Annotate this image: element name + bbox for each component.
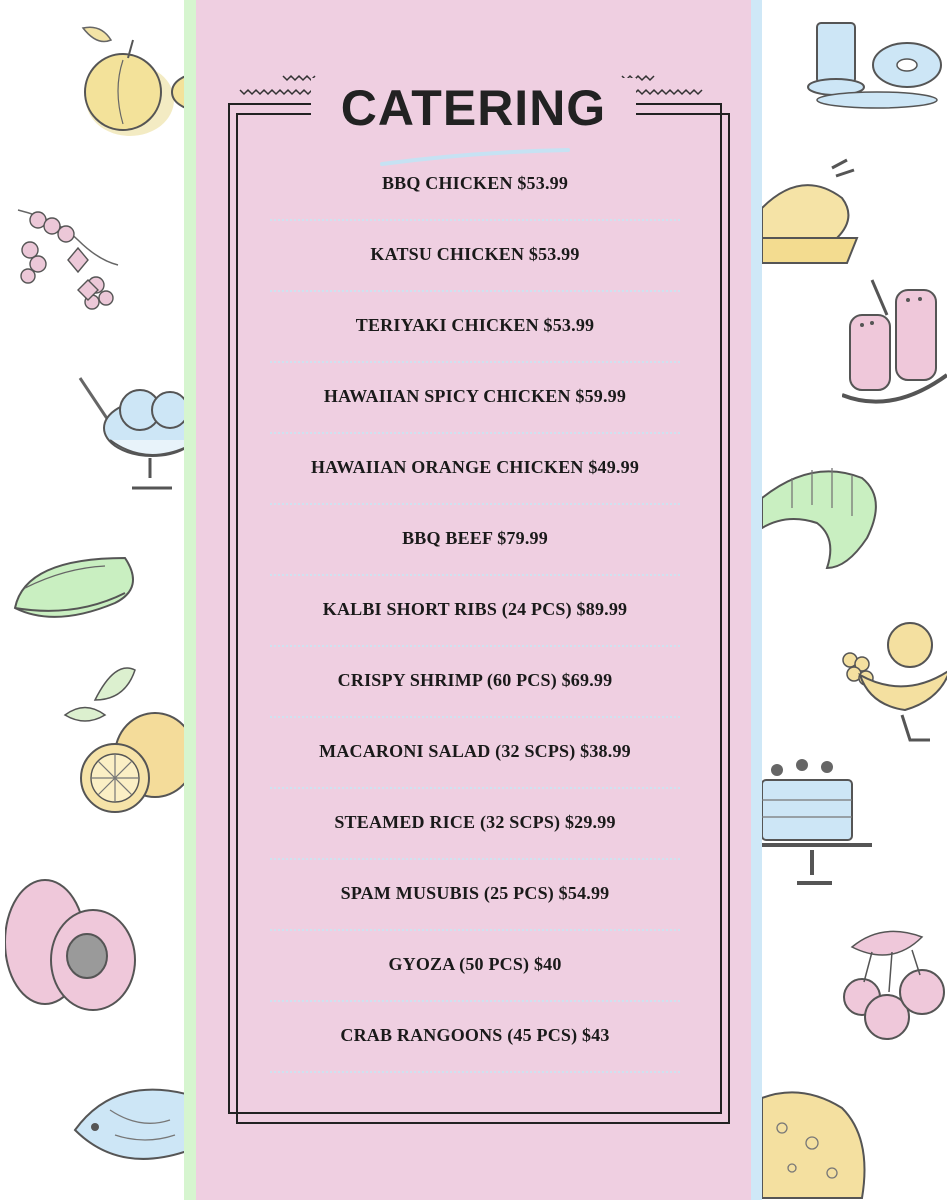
menu-item-label: HAWAIIAN SPICY CHICKEN $59.99 bbox=[323, 386, 627, 406]
list-item bbox=[230, 223, 720, 294]
menu-item-label: GYOZA (50 PCS) $40 bbox=[388, 954, 562, 974]
dotted-divider bbox=[270, 787, 680, 789]
list-item bbox=[230, 578, 720, 649]
right-decor-column bbox=[762, 0, 947, 1200]
list-item bbox=[230, 791, 720, 862]
coffee-donut-icon bbox=[807, 15, 947, 110]
menu-item-label: TERIYAKI CHICKEN $53.99 bbox=[355, 315, 595, 335]
dotted-divider bbox=[270, 361, 680, 363]
menu-item-label: SPAM MUSUBIS (25 PCS) $54.99 bbox=[340, 883, 610, 903]
cheese-icon bbox=[762, 1088, 872, 1200]
dotted-divider bbox=[270, 574, 680, 576]
menu-item-label: CRAB RANGOONS (45 PCS) $43 bbox=[340, 1025, 610, 1045]
list-item bbox=[230, 507, 720, 578]
green-stripe bbox=[184, 0, 196, 1200]
croissant-icon bbox=[762, 458, 882, 578]
list-item bbox=[230, 649, 720, 720]
sandwich-icon bbox=[5, 548, 145, 638]
dotted-divider bbox=[270, 716, 680, 718]
lemon-icon bbox=[55, 660, 185, 825]
ice-cream-icon bbox=[70, 370, 185, 500]
fish-icon bbox=[70, 1075, 185, 1175]
menu-item-label: CRISPY SHRIMP (60 PCS) $69.99 bbox=[337, 670, 613, 690]
list-item bbox=[230, 862, 720, 933]
dotted-divider bbox=[270, 858, 680, 860]
dotted-divider bbox=[270, 503, 680, 505]
list-item bbox=[230, 933, 720, 1004]
menu-item-label: BBQ BEEF $79.99 bbox=[402, 528, 548, 548]
salt-pepper-icon bbox=[842, 275, 947, 415]
dotted-divider bbox=[270, 432, 680, 434]
dotted-divider bbox=[270, 1000, 680, 1002]
list-item bbox=[230, 152, 720, 223]
roast-chicken-icon bbox=[762, 158, 862, 273]
plums-icon bbox=[832, 922, 947, 1052]
cake-icon bbox=[762, 755, 872, 895]
list-item bbox=[230, 1004, 720, 1075]
list-item bbox=[230, 720, 720, 791]
dotted-divider bbox=[270, 219, 680, 221]
avocado-icon bbox=[5, 872, 145, 1022]
list-item bbox=[230, 365, 720, 436]
menu-item-label: HAWAIIAN ORANGE CHICKEN $49.99 bbox=[310, 457, 640, 477]
dotted-divider bbox=[270, 929, 680, 931]
menu-item-label: BBQ CHICKEN $53.99 bbox=[381, 173, 569, 193]
menu-item-label: MACARONI SALAD (32 SCPS) $38.99 bbox=[319, 741, 631, 761]
menu-item-label: STEAMED RICE (32 SCPS) $29.99 bbox=[334, 812, 616, 832]
apple-icon bbox=[38, 20, 185, 140]
fruit-bowl-icon bbox=[840, 620, 947, 745]
menu-item-label: KATSU CHICKEN $53.99 bbox=[370, 244, 580, 264]
menu-list bbox=[230, 152, 720, 1075]
list-item bbox=[230, 436, 720, 507]
menu-item-label: KALBI SHORT RIBS (24 PCS) $89.99 bbox=[322, 599, 628, 619]
grapes-icon bbox=[8, 190, 128, 320]
dotted-divider bbox=[270, 290, 680, 292]
dotted-divider bbox=[270, 1071, 680, 1073]
list-item bbox=[230, 294, 720, 365]
menu-title: CATERING bbox=[311, 78, 636, 138]
dotted-divider bbox=[270, 645, 680, 647]
left-decor-column bbox=[0, 0, 185, 1200]
